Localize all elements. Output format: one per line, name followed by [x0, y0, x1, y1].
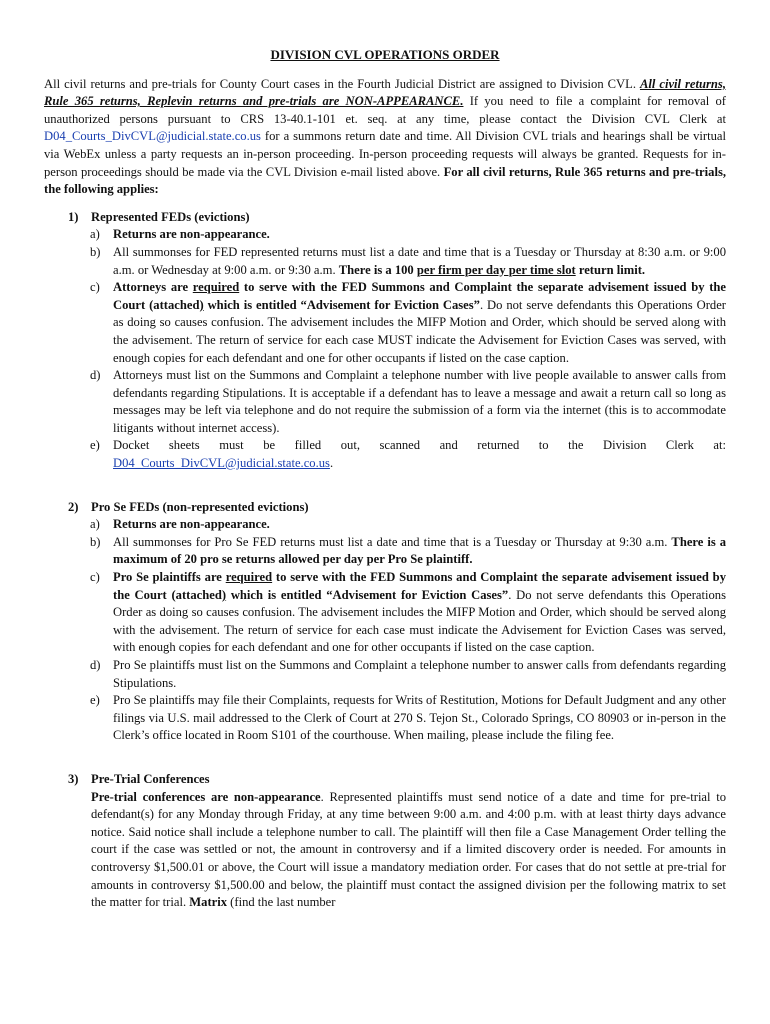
list-item — [44, 244, 726, 279]
section-number: 3) — [68, 771, 79, 786]
item-text: to serve with the FED Summons and Complaint the separate advisement issued by the Court (attached — [113, 570, 726, 602]
item-list — [44, 226, 726, 472]
section-title: Represented FEDs (evictions) — [91, 209, 250, 224]
item-text: which is entitled “Advisement for Eviction Cases” — [226, 587, 509, 602]
item-text: required — [225, 570, 273, 585]
item-marker: c) — [90, 280, 100, 295]
section-represented-feds — [44, 209, 726, 473]
list-item — [44, 569, 726, 657]
item-marker: b) — [90, 534, 101, 549]
item-text: There is a 100 — [338, 262, 417, 277]
item-list — [44, 516, 726, 745]
list-item — [44, 437, 726, 472]
intro-applies-text: For all civil returns, Rule 365 returns and pre-trials, the following applies: — [44, 164, 726, 197]
intro-text: for a summons return date and time. All Division CVL trials and hearings shall be virtual via WebEx unless a party requests an in-person proceeding. In-person proceeding requests will always be granted. Requests for in-person proceedings should be made via the CVL Division e-mail listed above. — [44, 129, 726, 179]
item-marker: d) — [90, 658, 101, 672]
section-number: 2) — [68, 499, 79, 514]
item-text: Returns are non-appearance. — [113, 227, 270, 242]
item-text: There is a maximum of 20 pro se returns allowed per day per Pro Se plaintiff. — [113, 534, 726, 567]
intro-non-appearance-notice: All civil returns, Rule 365 returns, Replevin returns and pre-trials are NON-APPEARANCE. — [44, 76, 726, 109]
item-text: All summonses for Pro Se FED returns must list a date and time that is a Tuesday or Thursday at 9:30 a.m. — [113, 534, 672, 549]
section-text: Pre-trial conferences are non-appearance — [91, 789, 321, 804]
item-text: ) — [221, 587, 227, 602]
section-text: . Represented plaintiffs must send notice of a date and time for pre-trial to defendant(s) for any Monday through Friday, at any time between 9:00 a.m. and 4:00 p.m. with at least thirty days advance notice. Said notice shall include a telephone number to call. The plaintiff will then file a Case Management Order telling the court if the case was settled or not, the amount in controversy and if a limited discovery order is needed. For amounts in controversy $1,500.01 or above, the Court will issue a mandatory mediation order. For cases that do not settle at pre-trial for amounts in controversy $1,500.00 and below, the plaintiff must contact the assigned division per the following matrix to set the matter for trial. — [91, 789, 726, 910]
section-pre-trial-conferences — [44, 771, 726, 912]
section-title: Pre-Trial Conferences — [91, 771, 210, 786]
page-title: DIVISION CVL OPERATIONS ORDER — [270, 47, 500, 62]
list-item — [44, 226, 726, 244]
section-heading — [44, 499, 726, 517]
item-text: Attorneys must list on the Summons and Complaint a telephone number with live people available to answer calls from defendants regarding Stipulations. It is acceptable if a defendant has to leave a message and await a return call so long as messages may be left via telephone and do not require the submission of a form via the internet (this is to accommodate litigants without internet access). — [113, 368, 726, 435]
list-item — [44, 692, 726, 745]
item-marker: b) — [90, 244, 101, 259]
item-text: All summonses for FED represented returns must list a date and time that is a Tuesday or Thursday at 8:30 a.m. or 9:00 a.m. or Wednesday at 9:00 a.m. or 9:30 a.m. — [113, 244, 726, 277]
division-email-link[interactable]: D04_Courts_DivCVL@judicial.state.co.us — [44, 129, 261, 144]
item-text: required — [192, 280, 240, 295]
section-title: Pro Se FEDs (non-represented evictions) — [91, 499, 309, 514]
intro-paragraph — [44, 76, 726, 199]
item-text: . — [329, 456, 334, 471]
section-text: (find the last number — [227, 895, 336, 910]
item-text: which is entitled “Advisement for Eviction Cases” — [203, 297, 480, 312]
intro-text: If you need to file a complaint for removal of unauthorized persons pursuant to CRS 13-40.1-101 et. seq. at any time, please contact the Division CVL Clerk at — [44, 94, 726, 126]
section-body — [44, 789, 726, 912]
item-text: . Do not serve defendants this Operations Order as doing so causes confusion. The advisement includes the MIFP Motion and Order, which should be served along with the advisement. The return of service for each case must indicate the Advisement for Eviction Cases was served, with enough copies for each defendant and one for other occupants if listed on the case caption. — [113, 587, 726, 655]
item-text: Pro Se plaintiffs are — [113, 570, 226, 585]
list-item — [44, 534, 726, 569]
list-item — [44, 516, 726, 534]
item-text: Docket sheets must be filled out, scanned and returned to the Division Clerk at: — [113, 438, 726, 453]
section-heading — [44, 771, 726, 789]
section-heading — [44, 209, 726, 227]
item-text: Attorneys are — [113, 280, 193, 295]
item-text: return limit. — [575, 262, 646, 277]
item-text: . Do not serve defendants this Operations Order as doing so causes confusion. The advisement includes the MIFP Motion and Order, which should be served along with the advisement. The return of service for each case MUST indicate the Advisement for Eviction Cases was served, with enough copies for each defendant and one for other occupants if listed on the case caption. — [113, 297, 726, 365]
item-text: ) — [199, 297, 204, 312]
clerk-email-link[interactable]: D04_Courts_DivCVL@judicial.state.co.us — [113, 456, 330, 471]
item-text: Pro Se plaintiffs may file their Complaints, requests for Writs of Restitution, Motions for Default Judgment and any other filings via U.S. mail addressed to the Clerk of Court at 270 S. Tejon St., Colorado Springs, CO 80903 or in-person in the Clerk’s office located in Room S101 of the courthouse. When mailing, please include the filing fee. — [113, 693, 726, 743]
item-text: Pro Se plaintiffs must list on the Summons and Complaint a telephone number to answer calls from defendants regarding Stipulations. — [113, 658, 726, 690]
list-item — [44, 279, 726, 367]
item-text: per firm per day per time slot — [416, 262, 576, 277]
item-marker: e) — [90, 693, 100, 708]
item-marker: c) — [90, 570, 100, 585]
section-text: Matrix — [189, 895, 228, 910]
item-marker: d) — [90, 368, 101, 383]
section-pro-se-feds — [44, 499, 726, 745]
list-item — [44, 367, 726, 437]
item-marker: a) — [90, 517, 100, 532]
intro-text: All civil returns and pre-trials for County Court cases in the Fourth Judicial District are assigned to Division CVL. — [44, 76, 640, 91]
item-text: to serve with the FED Summons and Complaint the separate advisement issued by the Court (attached — [113, 280, 726, 312]
item-marker: e) — [90, 438, 100, 453]
item-marker: a) — [90, 227, 100, 242]
item-text: Returns are non-appearance. — [113, 517, 270, 532]
list-item — [44, 657, 726, 692]
section-number: 1) — [68, 209, 79, 224]
